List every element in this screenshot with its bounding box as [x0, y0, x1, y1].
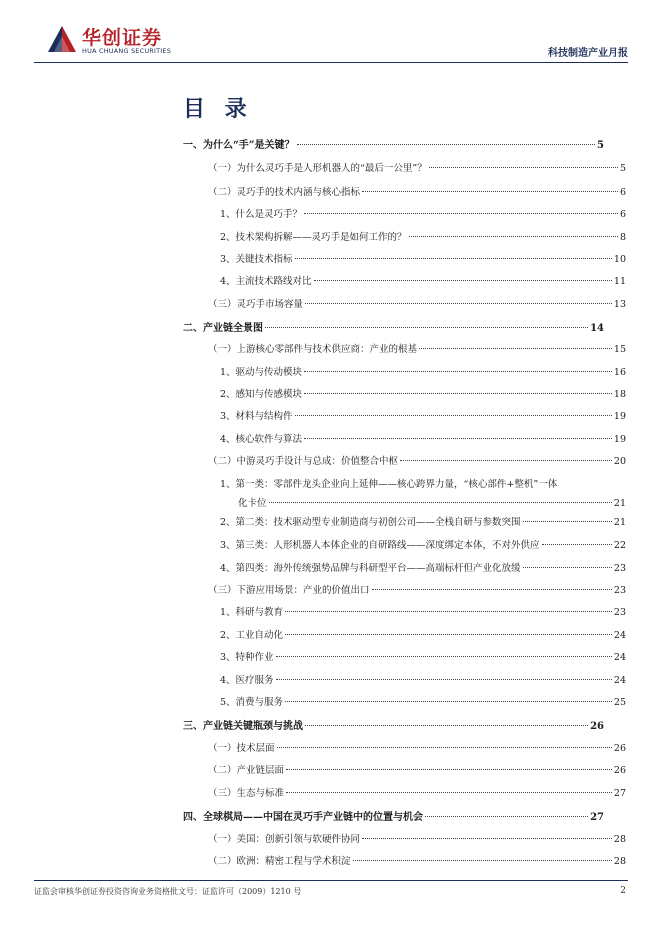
toc-entry-page: 11 [613, 276, 626, 287]
toc-entry-label: （三）生态与标准 [208, 788, 285, 799]
toc-leader-dots [523, 521, 612, 522]
toc-entry-page: 23 [613, 563, 626, 574]
toc-entry-page: 5 [597, 140, 604, 151]
toc-entry-label: 3、关键技术指标 [220, 254, 293, 265]
toc-entry-page: 19 [613, 434, 626, 445]
toc-entry-label: 1、第一类：零部件龙头企业向上延伸——核心跨界力量，“核心部件+整机”一体 [220, 479, 558, 490]
toc-entry-level-1[interactable] [183, 136, 604, 150]
toc-entry-level-3[interactable] [220, 364, 626, 378]
toc-leader-dots [304, 371, 612, 372]
toc-leader-dots [305, 303, 612, 304]
toc-entry-page: 23 [613, 607, 626, 618]
toc-entry-level-2[interactable] [208, 831, 626, 845]
toc-entry-page: 20 [613, 456, 626, 467]
toc-entry-page: 14 [590, 323, 604, 334]
toc-entry-level-2[interactable] [208, 453, 626, 467]
toc-entry-label: 三、产业链关键瓶颈与挑战 [183, 721, 303, 732]
toc-entry-label: （三）下游应用场景：产业的价值出口 [208, 585, 370, 596]
toc-leader-dots [276, 679, 612, 680]
toc-entry-label: 化卡位 [238, 498, 267, 509]
toc-entry-page: 22 [613, 540, 626, 551]
toc-leader-dots [353, 860, 612, 861]
toc-entry-page: 18 [613, 389, 626, 400]
toc-entry-page: 24 [613, 652, 626, 663]
toc-leader-dots [295, 258, 612, 259]
toc-entry-level-3[interactable] [220, 604, 626, 618]
toc-entry-page: 10 [613, 254, 626, 265]
toc-leader-dots [286, 792, 612, 793]
toc-entry-label: 3、材料与结构件 [220, 411, 293, 422]
toc-entry-level-1[interactable] [183, 319, 604, 333]
page-header [0, 0, 662, 66]
toc-leader-dots [542, 544, 612, 545]
toc-entry-level-2[interactable] [208, 184, 626, 198]
toc-entry-level-2[interactable] [208, 341, 626, 355]
toc-leader-dots [362, 191, 618, 192]
toc-leader-dots [304, 393, 612, 394]
header-divider [34, 62, 628, 63]
toc-entry-page: 23 [613, 585, 626, 596]
toc-entry-page: 27 [613, 788, 626, 799]
toc-leader-dots [304, 213, 618, 214]
logo-chinese-name: 华创证券 [82, 27, 163, 49]
toc-entry-label: 2、技术架构拆解——灵巧手是如何工作的？ [220, 232, 407, 243]
toc-entry-page: 28 [613, 834, 626, 845]
toc-entry-label: 4、核心软件与算法 [220, 434, 303, 445]
toc-entry-label: 4、主流技术路线对比 [220, 276, 312, 287]
toc-leader-dots [419, 348, 612, 349]
toc-entry-level-2[interactable] [208, 762, 626, 776]
toc-leader-dots [523, 567, 612, 568]
toc-entry-level-2[interactable] [208, 160, 626, 174]
toc-entry-level-3[interactable] [220, 514, 626, 528]
report-type-label: 科技制造产业月报 [548, 48, 628, 59]
toc-entry-label: （三）灵巧手市场容量 [208, 299, 304, 310]
toc-entry-page: 21 [613, 498, 626, 509]
toc-leader-dots [425, 816, 588, 817]
toc-leader-dots [285, 634, 612, 635]
company-logo [46, 22, 170, 58]
toc-entry-label: 二、产业链全景图 [183, 323, 263, 334]
toc-entry-level-1[interactable] [183, 808, 604, 822]
toc-entry-label: 3、特种作业 [220, 652, 274, 663]
toc-leader-dots [409, 236, 618, 237]
toc-entry-page: 27 [590, 812, 604, 823]
toc-leader-dots [400, 460, 612, 461]
footer-disclaimer: 证监会审核华创证券投资咨询业务资格批文号：证监许可（2009）1210 号 [34, 887, 302, 896]
toc-entry-label: （二）欧洲：精密工程与学术积淀 [208, 856, 351, 867]
logo-english-name: HUA CHUANG SECURITIES [82, 47, 172, 55]
toc-leader-dots [429, 167, 618, 168]
logo-mark-icon [46, 22, 78, 54]
footer-divider [34, 880, 628, 881]
toc-entry-label: 1、驱动与传动模块 [220, 367, 303, 378]
toc-entry-page: 5 [619, 163, 626, 174]
page-number: 2 [620, 886, 626, 896]
toc-leader-dots [277, 747, 612, 748]
toc-entry-label: 5、消费与服务 [220, 697, 284, 708]
toc-entry-label: （二）产业链层面 [208, 765, 285, 776]
toc-entry-label: （一）美国：创新引领与软硬件协同 [208, 834, 361, 845]
toc-entry-page: 26 [613, 765, 626, 776]
toc-entry-level-2[interactable] [208, 296, 626, 310]
toc-entry-label: （一）为什么灵巧手是人形机器人的“最后一公里”？ [208, 163, 427, 174]
toc-entry-level-1[interactable] [183, 717, 604, 731]
toc-leader-dots [276, 656, 612, 657]
toc-entry-label: 1、什么是灵巧手？ [220, 209, 303, 220]
toc-entry-level-3[interactable] [220, 627, 626, 641]
toc-entry-level-3[interactable] [220, 408, 626, 422]
toc-entry-label: （二）灵巧手的技术内涵与核心指标 [208, 187, 361, 198]
toc-leader-dots [295, 415, 612, 416]
toc-leader-dots [285, 611, 612, 612]
toc-entry-label: 四、全球棋局——中国在灵巧手产业链中的位置与机会 [183, 812, 423, 823]
toc-entry-label: （一）上游核心零部件与技术供应商：产业的根基 [208, 344, 418, 355]
toc-entry-page: 6 [619, 187, 626, 198]
toc-leader-dots [297, 144, 596, 145]
toc-entry-page: 26 [613, 743, 626, 754]
toc-leader-dots [305, 725, 588, 726]
toc-leader-dots [285, 701, 612, 702]
toc-leader-dots [372, 589, 612, 590]
toc-entry-label: 1、科研与教育 [220, 607, 284, 618]
toc-entry-level-3[interactable] [220, 560, 626, 574]
toc-entry-page: 8 [619, 232, 626, 243]
toc-entry-level-2[interactable] [208, 582, 626, 596]
toc-entry-page: 19 [613, 411, 626, 422]
toc-heading: 目 录 [183, 96, 253, 122]
toc-entry-page: 24 [613, 675, 626, 686]
toc-entry-label: 2、感知与传感模块 [220, 389, 303, 400]
toc-entry-level-3[interactable] [220, 649, 626, 663]
toc-entry-page: 21 [613, 517, 626, 528]
toc-leader-dots [265, 327, 588, 328]
toc-entry-level-2[interactable] [208, 785, 626, 799]
toc-entry-label: 一、为什么“手”是关键？ [183, 140, 295, 151]
toc-entry-label: 2、工业自动化 [220, 630, 284, 641]
toc-entry-level-2[interactable] [208, 853, 626, 867]
toc-entry-page: 28 [613, 856, 626, 867]
toc-entry-level-3[interactable] [220, 229, 626, 243]
toc-entry-page: 15 [613, 344, 626, 355]
toc-entry-level-3[interactable] [220, 206, 626, 220]
toc-leader-dots [304, 438, 612, 439]
toc-entry-level-3[interactable] [220, 273, 626, 287]
toc-entry-page: 6 [619, 209, 626, 220]
toc-leader-dots [269, 502, 612, 503]
toc-entry-level-3[interactable] [220, 386, 626, 400]
toc-entry-label: 3、第三类：人形机器人本体企业的自研路线——深度绑定本体，不对外供应 [220, 540, 540, 551]
toc-entry-label: （二）中游灵巧手设计与总成：价值整合中枢 [208, 456, 399, 467]
toc-entry-level-3[interactable] [220, 251, 626, 265]
toc-leader-dots [314, 280, 612, 281]
toc-entry-level-3[interactable] [220, 476, 626, 490]
toc-entry-level-3[interactable] [220, 672, 626, 686]
toc-entry-page: 25 [613, 697, 626, 708]
toc-leader-dots [362, 838, 612, 839]
toc-entry-page: 16 [613, 367, 626, 378]
toc-entry-continuation[interactable] [238, 495, 626, 509]
toc-entry-label: 2、第二类：技术驱动型专业制造商与初创公司——全栈自研与参数突围 [220, 517, 521, 528]
toc-entry-page: 26 [590, 721, 604, 732]
toc-entry-level-2[interactable] [208, 740, 626, 754]
toc-entry-label: （一）技术层面 [208, 743, 275, 754]
toc-entry-page: 13 [613, 299, 626, 310]
toc-entry-level-3[interactable] [220, 694, 626, 708]
toc-entry-level-3[interactable] [220, 431, 626, 445]
toc-entry-level-3[interactable] [220, 537, 626, 551]
toc-leader-dots [286, 769, 612, 770]
toc-entry-label: 4、第四类：海外传统强势品牌与科研型平台——高端标杆但产业化放缓 [220, 563, 521, 574]
toc-entry-page: 24 [613, 630, 626, 641]
toc-entry-label: 4、医疗服务 [220, 675, 274, 686]
